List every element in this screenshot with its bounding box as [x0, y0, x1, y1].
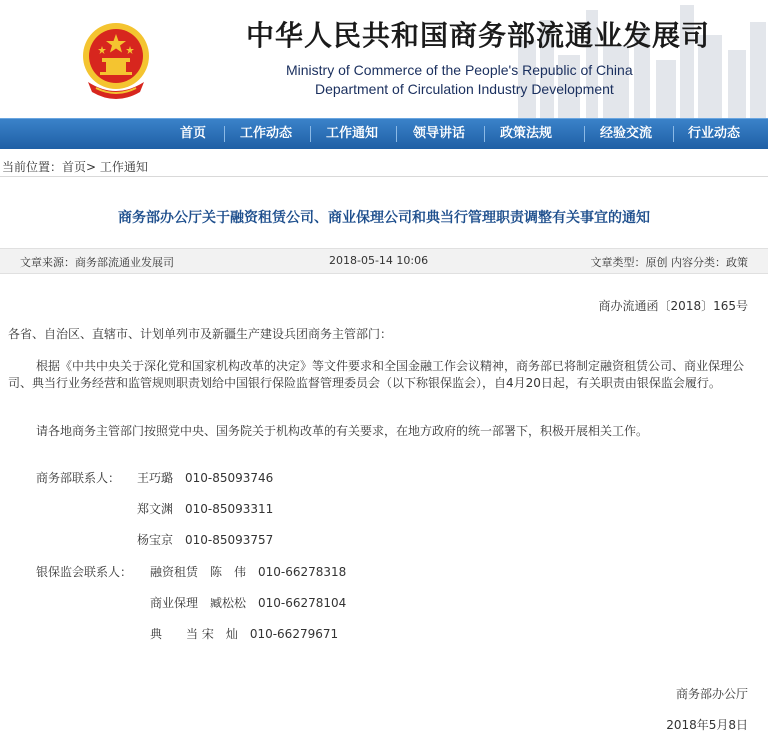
- breadcrumb-divider: [0, 176, 768, 177]
- site-title-en-line1: Ministry of Commerce of the People's Republic of China: [286, 62, 633, 78]
- signature-date: 2018年5月8日: [666, 718, 748, 732]
- cbirc-contact-2: 商业保理 臧松松 010-66278104: [150, 596, 347, 610]
- cbirc-contact-1: 融资租赁 陈 伟 010-66278318: [150, 565, 347, 579]
- cbirc-contact-3: 典 当 宋 灿 010-66279671: [150, 627, 339, 641]
- nav-item-work-notices[interactable]: 工作通知: [326, 126, 379, 141]
- nav-divider: [224, 126, 225, 142]
- article-source: 文章来源：商务部流通业发展司: [20, 256, 174, 269]
- mofcom-contact-2: 郑文渊 010-85093311: [137, 502, 274, 516]
- article-meta-bar: [0, 248, 768, 274]
- nav-divider: [673, 126, 674, 142]
- nav-item-leader-speeches[interactable]: 领导讲话: [413, 126, 466, 141]
- nav-divider: [584, 126, 585, 142]
- addressee: 各省、自治区、直辖市、计划单列市及新疆生产建设兵团商务主管部门：: [8, 327, 393, 341]
- body-paragraph-1: 根据《中共中央关于深化党和国家机构改革的决定》等文件要求和全国金融工作会议精神，商务部已将制定融资租赁公司、商业保理公司、典当行业务经营和监管规则职责划给中国银行保险监督管理委员会（以下称银保监会），自4月20日起，有关职责由银保监会履行。: [8, 359, 745, 390]
- article-datetime: 2018-05-14 10:06: [329, 254, 429, 267]
- site-header: [0, 0, 768, 118]
- breadcrumb-separator: >: [86, 160, 100, 174]
- breadcrumb-label: 当前位置：: [2, 160, 63, 174]
- nav-item-experience[interactable]: 经验交流: [600, 126, 653, 141]
- nav-item-home[interactable]: 首页: [180, 126, 207, 141]
- body-paragraph-2: 请各地商务主管部门按照党中央、国务院关于机构改革的有关要求，在地方政府的统一部署下，积极开展相关工作。: [36, 424, 649, 438]
- mofcom-contact-label: 商务部联系人：: [36, 471, 121, 485]
- nav-divider: [396, 126, 397, 142]
- nav-item-policies[interactable]: 政策法规: [500, 126, 553, 141]
- site-title-en-line2: Department of Circulation Industry Development: [315, 81, 614, 97]
- mofcom-contact-1: 王巧璐 010-85093746: [137, 471, 274, 485]
- article-type-info: 文章类型：原创 内容分类：政策: [590, 256, 748, 269]
- breadcrumb-home-link[interactable]: 首页: [62, 160, 87, 174]
- breadcrumb-current-link[interactable]: 工作通知: [99, 160, 148, 174]
- mofcom-contact-3: 杨宝京 010-85093757: [137, 533, 274, 547]
- nav-divider: [310, 126, 311, 142]
- nav-item-work-news[interactable]: 工作动态: [240, 126, 293, 141]
- breadcrumb: [2, 158, 148, 175]
- national-emblem-icon: [82, 20, 150, 100]
- cbirc-contact-label: 银保监会联系人：: [36, 565, 133, 579]
- signature-office: 商务部办公厅: [675, 687, 748, 701]
- document-number: 商办流通函〔2018〕165号: [598, 299, 748, 313]
- nav-item-industry-news[interactable]: 行业动态: [688, 126, 741, 141]
- main-nav: [0, 118, 768, 149]
- site-title-cn: 中华人民共和国商务部流通业发展司: [246, 19, 711, 52]
- nav-divider: [484, 126, 485, 142]
- article-title: 商务部办公厅关于融资租赁公司、商业保理公司和典当行管理职责调整有关事宜的通知: [118, 210, 650, 226]
